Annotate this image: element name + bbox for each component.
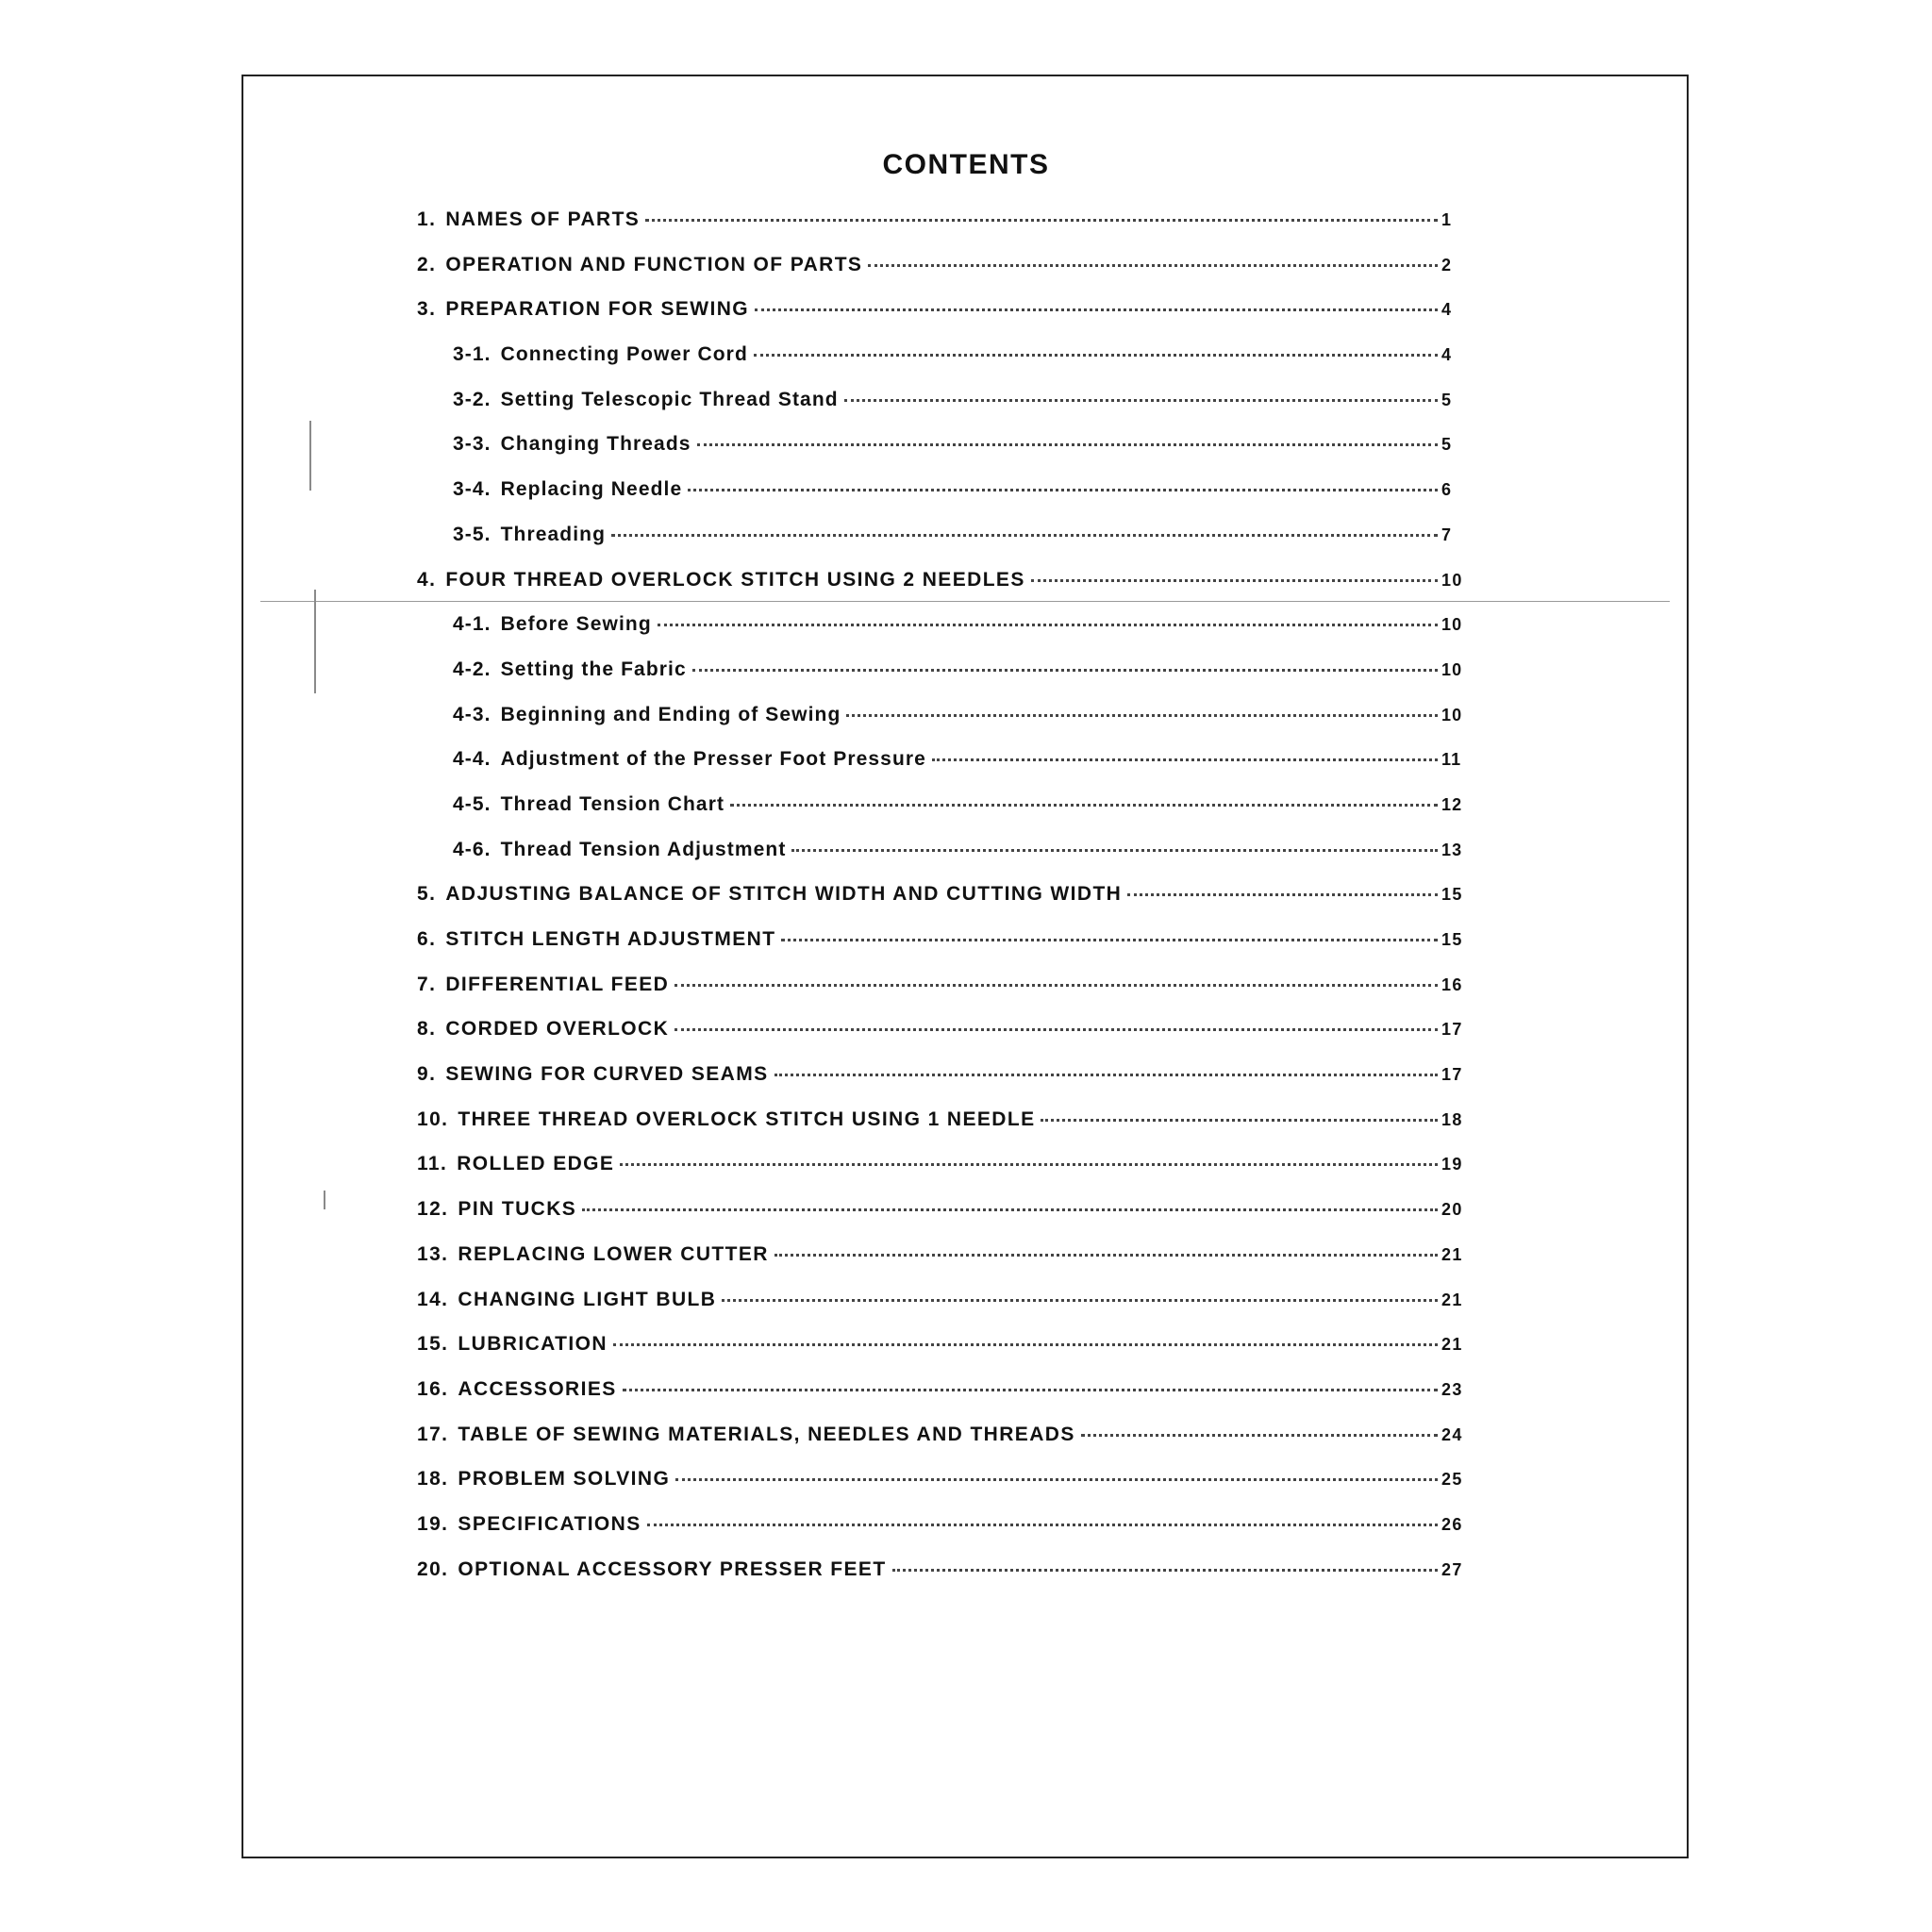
toc-entry — [417, 793, 1464, 839]
toc-entry-number: 10. — [417, 1108, 449, 1130]
toc-dot-leader — [722, 1299, 1438, 1302]
toc-dot-leader — [675, 1478, 1438, 1481]
toc-entry-number: 4-4. — [453, 748, 491, 771]
toc-entry-label: Setting the Fabric — [500, 658, 687, 680]
toc-dot-leader — [1031, 579, 1438, 582]
toc-dot-leader — [688, 489, 1438, 491]
toc-entry-page-number: 17 — [1441, 1065, 1463, 1085]
toc-entry-page-number: 5 — [1441, 435, 1453, 455]
toc-dot-leader — [645, 219, 1438, 222]
toc-entry-page-number: 24 — [1441, 1424, 1463, 1444]
toc-entry — [417, 748, 1464, 793]
toc-entry — [417, 1108, 1464, 1154]
toc-entry-label: CORDED OVERLOCK — [445, 1018, 670, 1041]
toc-dot-leader — [1081, 1434, 1438, 1437]
toc-dot-leader — [781, 939, 1438, 941]
toc-entry-number: 18. — [417, 1468, 449, 1491]
toc-entry-number: 16. — [417, 1377, 449, 1400]
toc-dot-leader — [868, 264, 1438, 267]
toc-entry — [417, 298, 1464, 343]
toc-entry-label: Setting Telescopic Thread Stand — [500, 388, 839, 410]
toc-entry-label: Thread Tension Adjustment — [500, 838, 787, 860]
toc-dot-leader — [675, 1028, 1438, 1031]
toc-entry — [417, 1018, 1464, 1063]
toc-entry-number: 7. — [417, 973, 437, 995]
toc-entry-label: STITCH LENGTH ADJUSTMENT — [445, 928, 776, 950]
toc-entry — [417, 254, 1464, 299]
toc-entry — [417, 883, 1464, 928]
toc-entry-number: 1. — [417, 208, 437, 230]
toc-entry-label: FOUR THREAD OVERLOCK STITCH USING 2 NEEDLES — [445, 568, 1025, 591]
toc-entry — [417, 1063, 1464, 1108]
toc-entry-page-number: 21 — [1441, 1244, 1463, 1264]
toc-entry-label: THREE THREAD OVERLOCK STITCH USING 1 NEEDLE — [458, 1108, 1036, 1130]
scan-artifact-mark — [324, 1191, 325, 1209]
toc-dot-leader — [692, 669, 1438, 672]
toc-dot-leader — [1127, 893, 1438, 896]
contents-title: CONTENTS — [882, 149, 1050, 180]
toc-entry-number: 3-1. — [453, 343, 491, 366]
toc-entry-label: ROLLED EDGE — [457, 1153, 615, 1175]
toc-dot-leader — [754, 354, 1438, 357]
toc-entry-label: OPTIONAL ACCESSORY PRESSER FEET — [458, 1557, 887, 1580]
toc-entry — [417, 704, 1464, 749]
toc-entry-label: PREPARATION FOR SEWING — [445, 298, 750, 321]
toc-entry-label: Adjustment of the Presser Foot Pressure — [500, 748, 926, 771]
toc-entry — [417, 524, 1464, 569]
scan-artifact-mark — [309, 421, 311, 491]
toc-dot-leader — [623, 1389, 1438, 1391]
toc-entry-number: 3-4. — [453, 478, 491, 501]
toc-entry-number: 3. — [417, 298, 437, 321]
toc-entry-number: 4-3. — [453, 703, 491, 725]
toc-entry-number: 19. — [417, 1512, 449, 1535]
toc-entry-page-number: 10 — [1441, 659, 1463, 679]
toc-entry-number: 4-5. — [453, 792, 491, 815]
toc-dot-leader — [846, 714, 1438, 717]
toc-dot-leader — [658, 624, 1438, 626]
toc-entry-number: 20. — [417, 1557, 449, 1580]
toc-dot-leader — [730, 804, 1438, 807]
toc-dot-leader — [613, 1343, 1438, 1346]
toc-entry-page-number: 4 — [1441, 300, 1453, 320]
toc-entry — [417, 1153, 1464, 1198]
toc-entry-page-number: 27 — [1441, 1559, 1463, 1579]
toc-dot-leader — [1041, 1119, 1438, 1122]
toc-entry-label: SEWING FOR CURVED SEAMS — [445, 1063, 769, 1086]
toc-entry — [417, 569, 1464, 614]
toc-entry-page-number: 10 — [1441, 615, 1463, 635]
toc-entry — [417, 1424, 1464, 1469]
toc-entry — [417, 1513, 1464, 1558]
toc-entry-number: 4-2. — [453, 658, 491, 680]
toc-entry — [417, 478, 1464, 524]
toc-entry-number: 8. — [417, 1018, 437, 1041]
toc-entry-page-number: 1 — [1441, 210, 1453, 229]
toc-entry-label: Changing Threads — [500, 433, 691, 456]
toc-dot-leader — [892, 1569, 1438, 1572]
toc-entry-page-number: 21 — [1441, 1335, 1463, 1355]
toc-entry-page-number: 21 — [1441, 1290, 1463, 1309]
toc-entry-page-number: 2 — [1441, 255, 1453, 275]
toc-entry — [417, 1243, 1464, 1289]
toc-entry-page-number: 15 — [1441, 930, 1463, 949]
toc-entry-label: Thread Tension Chart — [500, 792, 725, 815]
toc-entry-page-number: 16 — [1441, 974, 1463, 994]
toc-entry-number: 5. — [417, 883, 437, 906]
toc-entry-label: Threading — [500, 523, 606, 545]
toc-entry-page-number: 15 — [1441, 885, 1463, 905]
toc-entry-label: Beginning and Ending of Sewing — [500, 703, 841, 725]
toc-entry-number: 4-6. — [453, 838, 491, 860]
scan-artifact-mark — [314, 590, 316, 693]
toc-entry — [417, 208, 1464, 254]
toc-entry-number: 3-5. — [453, 523, 491, 545]
toc-entry-page-number: 25 — [1441, 1470, 1463, 1490]
toc-dot-leader — [791, 849, 1438, 852]
toc-entry-page-number: 20 — [1441, 1200, 1463, 1220]
toc-entry-label: Connecting Power Cord — [500, 343, 748, 366]
toc-entry-label: DIFFERENTIAL FEED — [445, 973, 670, 995]
toc-entry-label: LUBRICATION — [458, 1333, 608, 1356]
toc-entry-label: SPECIFICATIONS — [458, 1512, 641, 1535]
toc-entry-page-number: 19 — [1441, 1155, 1463, 1174]
toc-entry-number: 15. — [417, 1333, 449, 1356]
toc-entry-page-number: 6 — [1441, 480, 1453, 500]
toc-entry-label: PROBLEM SOLVING — [458, 1468, 671, 1491]
toc-entry — [417, 389, 1464, 434]
toc-dot-leader — [582, 1208, 1438, 1211]
toc-entry-number: 9. — [417, 1063, 437, 1086]
toc-entry-page-number: 11 — [1441, 750, 1462, 770]
toc-dot-leader — [611, 534, 1438, 537]
toc-dot-leader — [675, 984, 1438, 987]
toc-entry — [417, 1198, 1464, 1243]
toc-entry-number: 17. — [417, 1423, 449, 1445]
toc-entry-label: Before Sewing — [500, 613, 652, 636]
toc-entry-label: ADJUSTING BALANCE OF STITCH WIDTH AND CUTTING WIDTH — [445, 883, 1123, 906]
toc-dot-leader — [774, 1254, 1438, 1257]
toc-entry — [417, 974, 1464, 1019]
toc-entry-number: 4-1. — [453, 613, 491, 636]
toc-entry-page-number: 10 — [1441, 705, 1463, 724]
toc-entry — [417, 1558, 1464, 1604]
toc-entry-label: PIN TUCKS — [458, 1198, 577, 1221]
toc-entry-label: ACCESSORIES — [458, 1377, 617, 1400]
toc-entry — [417, 433, 1464, 478]
toc-dot-leader — [932, 758, 1438, 761]
toc-entry-label: NAMES OF PARTS — [445, 208, 641, 230]
toc-entry-page-number: 13 — [1441, 840, 1463, 859]
toc-entry-number: 6. — [417, 928, 437, 950]
toc-entry-page-number: 7 — [1441, 525, 1453, 544]
toc-entry-page-number: 23 — [1441, 1379, 1463, 1399]
toc-entry-page-number: 17 — [1441, 1020, 1463, 1040]
toc-dot-leader — [844, 399, 1438, 402]
toc-entry — [417, 928, 1464, 974]
toc-entry-number: 2. — [417, 253, 437, 275]
toc-entry-label: OPERATION AND FUNCTION OF PARTS — [445, 253, 863, 275]
toc-dot-leader — [620, 1163, 1438, 1166]
toc-entry-number: 11. — [417, 1153, 448, 1175]
toc-dot-leader — [647, 1524, 1438, 1526]
toc-entry-page-number: 10 — [1441, 570, 1463, 590]
toc-entry-page-number: 4 — [1441, 345, 1453, 365]
toc-entry-page-number: 12 — [1441, 794, 1463, 814]
toc-entry-number: 13. — [417, 1242, 449, 1265]
toc-entry — [417, 1468, 1464, 1513]
toc-dot-leader — [774, 1074, 1438, 1076]
toc-entry — [417, 1333, 1464, 1378]
toc-dot-leader — [697, 443, 1438, 446]
toc-entry — [417, 1289, 1464, 1334]
toc-entry-number: 14. — [417, 1288, 449, 1310]
toc-entry-label: Replacing Needle — [500, 478, 683, 501]
toc-entry-number: 4. — [417, 568, 437, 591]
toc-entry — [417, 613, 1464, 658]
toc-entry-number: 3-3. — [453, 433, 491, 456]
table-of-contents — [417, 208, 1464, 1603]
toc-entry-label: TABLE OF SEWING MATERIALS, NEEDLES AND THREADS — [458, 1423, 1075, 1445]
toc-entry-number: 3-2. — [453, 388, 491, 410]
toc-entry — [417, 343, 1464, 389]
toc-dot-leader — [755, 308, 1438, 311]
toc-entry — [417, 658, 1464, 704]
toc-entry-page-number: 26 — [1441, 1514, 1463, 1534]
toc-entry-page-number: 5 — [1441, 390, 1453, 409]
toc-entry-number: 12. — [417, 1198, 449, 1221]
toc-entry — [417, 839, 1464, 884]
toc-entry-page-number: 18 — [1441, 1109, 1463, 1129]
toc-entry-label: REPLACING LOWER CUTTER — [458, 1242, 769, 1265]
toc-entry-label: CHANGING LIGHT BULB — [458, 1288, 717, 1310]
toc-entry — [417, 1378, 1464, 1424]
